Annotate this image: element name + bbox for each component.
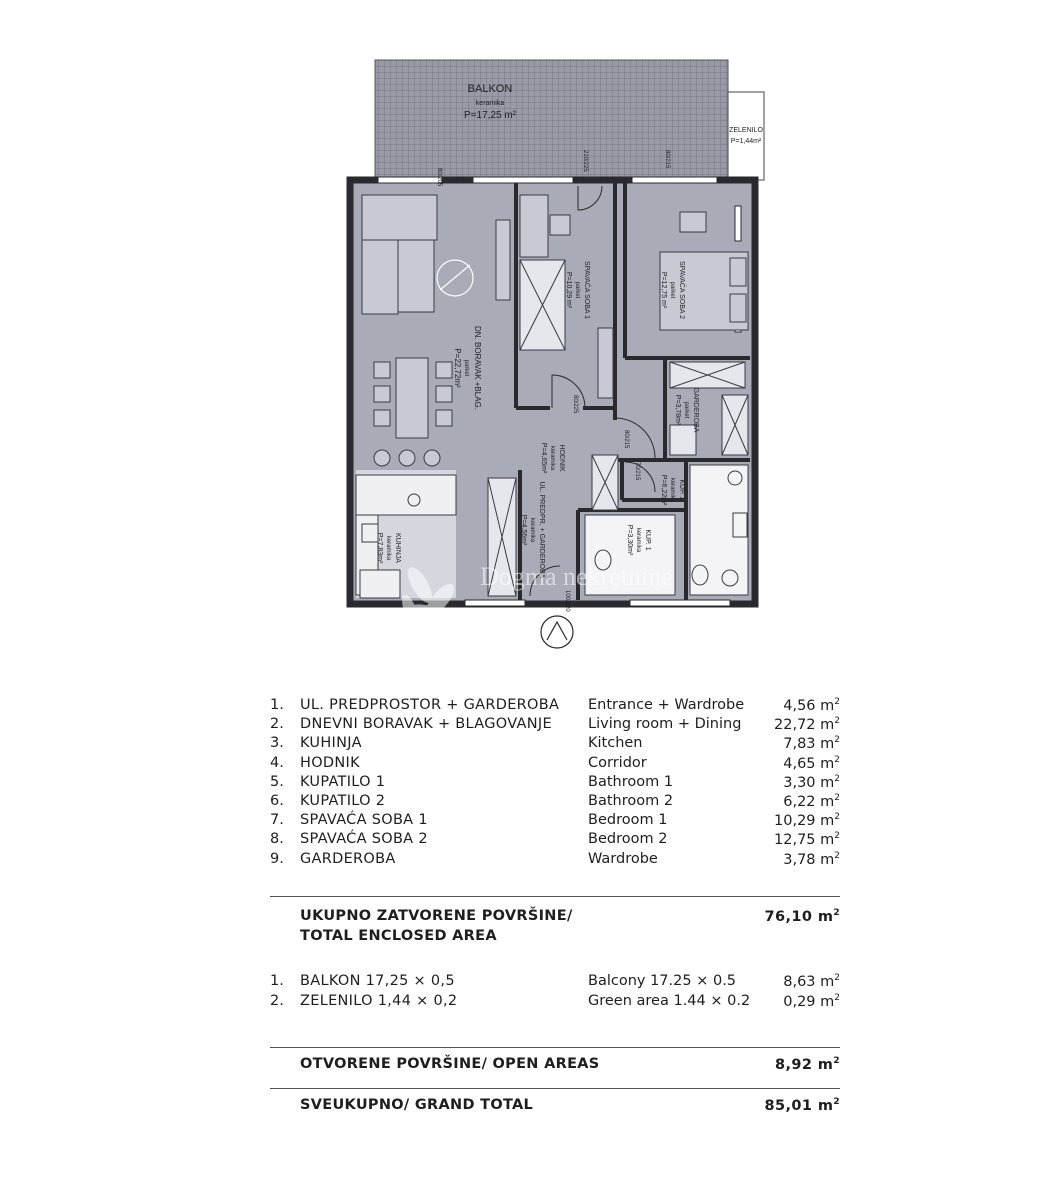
row-label-hr: BALKON 17,25 × 0,5 bbox=[300, 973, 455, 989]
row-area: 7,83 $m^2$ bbox=[783, 735, 840, 753]
room-area-garderoba: P=3,78m² bbox=[674, 394, 681, 426]
room-sub-balkon: keramika bbox=[475, 100, 505, 107]
row-label-hr: KUPATILO 2 bbox=[300, 793, 386, 809]
separator bbox=[270, 896, 840, 897]
row-label-en: Living room + Dining bbox=[588, 716, 742, 733]
row-number: 7. bbox=[270, 812, 284, 829]
row-label-hr: GARDEROBA bbox=[300, 850, 396, 867]
row-number: 6. bbox=[270, 793, 284, 809]
room-sub-predprostor: keramika bbox=[529, 517, 535, 543]
room-sub-kup2: keramika bbox=[669, 477, 675, 503]
row-area: 10,29 $m^2$ bbox=[774, 812, 840, 830]
entrance-marker bbox=[541, 616, 573, 648]
row-label-en: Bathroom 1 bbox=[588, 773, 674, 790]
enclosed-total-label-en: TOTAL ENCLOSED AREA bbox=[300, 928, 497, 944]
enclosed-total-area: 76,10 $m^2$ bbox=[764, 908, 840, 925]
room-area-predprostor: P=4,56m² bbox=[520, 514, 527, 546]
enclosed-row bbox=[270, 793, 840, 812]
room-label-boravak: DN. BORAVAK +BLAG. bbox=[473, 326, 482, 410]
door-mark: 210/225 bbox=[582, 150, 588, 172]
room-label-zelenilo: ZELENILO bbox=[729, 127, 763, 134]
row-area: 12,75 $m^2$ bbox=[774, 831, 840, 849]
room-area-kup2: P=6,22m² bbox=[660, 474, 667, 506]
enclosed-row bbox=[270, 851, 840, 870]
door-mark: 100/220 bbox=[564, 590, 570, 612]
row-number: 5. bbox=[270, 773, 284, 790]
row-label-en: Corridor bbox=[588, 754, 647, 771]
door-mark: 80/225 bbox=[572, 395, 578, 414]
room-sub-hodnik: keramika bbox=[549, 445, 555, 471]
enclosed-row bbox=[270, 831, 840, 850]
room-label-soba2: SPAVAĆA SOBA 2 bbox=[678, 261, 685, 319]
room-area-boravak: P=22,72m² bbox=[453, 348, 462, 388]
grand-total-label: SVEUKUPNO/ GRAND TOTAL bbox=[300, 1097, 534, 1113]
row-label-en: Wardrobe bbox=[588, 850, 658, 867]
row-label-hr: KUHINJA bbox=[300, 735, 362, 752]
room-area-balkon: P=17,25 m² bbox=[464, 110, 516, 121]
row-label-hr: KUPATILO 1 bbox=[300, 773, 386, 790]
door-mark: 70/215 bbox=[634, 462, 640, 481]
room-label-balkon: BALKON bbox=[467, 83, 513, 95]
enclosed-row bbox=[270, 774, 840, 793]
room-sub-garderoba: parket bbox=[683, 401, 689, 419]
room-sub-boravak: parket bbox=[463, 359, 469, 377]
separator bbox=[270, 1088, 840, 1089]
enclosed-total-label-hr: UKUPNO ZATVORENE POVRŠINE/ bbox=[300, 908, 573, 924]
row-number: 2. bbox=[270, 716, 284, 733]
row-label-en: Bedroom 2 bbox=[588, 831, 668, 848]
green-area bbox=[728, 92, 764, 180]
row-label-en: Green area 1.44 × 0.2 bbox=[588, 992, 751, 1009]
room-area-soba1: P=10,29 m² bbox=[565, 271, 572, 309]
room-label-predprostor: UL. PREDPR. + GARDEROBA bbox=[538, 481, 545, 579]
door-mark: 80/215 bbox=[664, 150, 670, 169]
row-label-hr: DNEVNI BORAVAK + BLAGOVANJE bbox=[300, 716, 552, 733]
room-area-hodnik: P=4,65m² bbox=[540, 442, 547, 474]
open-total-area: 8,92 $m^2$ bbox=[774, 1056, 840, 1073]
row-number: 8. bbox=[270, 831, 284, 848]
room-sub-soba1: parket bbox=[574, 281, 580, 299]
row-number: 3. bbox=[270, 735, 284, 752]
room-label-kuhinja: KUHINJA bbox=[394, 533, 401, 563]
room-area-kup1: P=3,30m² bbox=[626, 524, 633, 556]
row-area: 4,56 $m^2$ bbox=[783, 697, 840, 714]
row-label-hr: UL. PREDPROSTOR + GARDEROBA bbox=[300, 697, 560, 713]
row-label-en: Kitchen bbox=[588, 735, 643, 752]
open-row bbox=[270, 973, 840, 992]
row-label-hr: SPAVAĆA SOBA 2 bbox=[300, 831, 428, 848]
row-label-en: Bathroom 2 bbox=[588, 793, 674, 809]
room-sub-kuhinja: keramika bbox=[385, 535, 391, 561]
room-area-zelenilo: P=1,44m² bbox=[730, 138, 762, 145]
room-sub-soba2: parket bbox=[669, 281, 675, 299]
separator bbox=[270, 1047, 840, 1048]
row-label-en: Entrance + Wardrobe bbox=[588, 697, 745, 713]
row-area: 3,30 $m^2$ bbox=[783, 773, 840, 791]
row-label-hr: ZELENILO 1,44 × 0,2 bbox=[300, 992, 458, 1009]
enclosed-row bbox=[270, 697, 840, 716]
row-number: 9. bbox=[270, 850, 284, 867]
row-label-hr: HODNIK bbox=[300, 754, 360, 771]
room-area-soba2: P=12,75 m² bbox=[660, 271, 667, 309]
row-label-en: Bedroom 1 bbox=[588, 812, 668, 829]
open-total-label: OTVORENE POVRŠINE/ OPEN AREAS bbox=[300, 1056, 600, 1072]
grand-total-area: 85,01 $m^2$ bbox=[764, 1097, 840, 1114]
enclosed-row bbox=[270, 735, 840, 754]
watermark-text: Dogma nekretnine bbox=[480, 562, 673, 591]
row-area: 0,29 $m^2$ bbox=[783, 992, 840, 1010]
row-area: 4,65 $m^2$ bbox=[783, 754, 840, 772]
door-mark: 80/205 bbox=[436, 168, 442, 187]
room-label-hodnik: HODNIK bbox=[558, 444, 565, 472]
row-number: 2. bbox=[270, 992, 284, 1009]
row-area: 6,22 $m^2$ bbox=[783, 793, 840, 810]
row-label-hr: SPAVAĆA SOBA 1 bbox=[300, 812, 428, 829]
enclosed-row bbox=[270, 716, 840, 735]
room-label-soba1: SPAVAĆA SOBA 1 bbox=[583, 261, 590, 319]
row-number: 1. bbox=[270, 973, 284, 989]
balcony-area bbox=[375, 60, 728, 180]
row-number: 4. bbox=[270, 754, 284, 771]
room-label-garderoba: GARDEROBA bbox=[692, 387, 699, 433]
enclosed-row bbox=[270, 812, 840, 831]
row-number: 1. bbox=[270, 697, 284, 713]
row-area: 3,78 $m^2$ bbox=[783, 850, 840, 868]
room-label-kup1: KUP. 1 bbox=[644, 529, 651, 551]
enclosed-row bbox=[270, 755, 840, 774]
row-label-en: Balcony 17.25 × 0.5 bbox=[588, 973, 737, 989]
open-row bbox=[270, 993, 840, 1012]
room-sub-kup1: keramika bbox=[635, 527, 641, 553]
room-label-kup2: KUP. 2 bbox=[678, 479, 685, 501]
room-area-kuhinja: P=7,83m² bbox=[376, 532, 383, 564]
row-area: 22,72 $m^2$ bbox=[774, 716, 840, 734]
row-area: 8,63 $m^2$ bbox=[783, 973, 840, 990]
door-mark: 80/215 bbox=[623, 430, 629, 449]
